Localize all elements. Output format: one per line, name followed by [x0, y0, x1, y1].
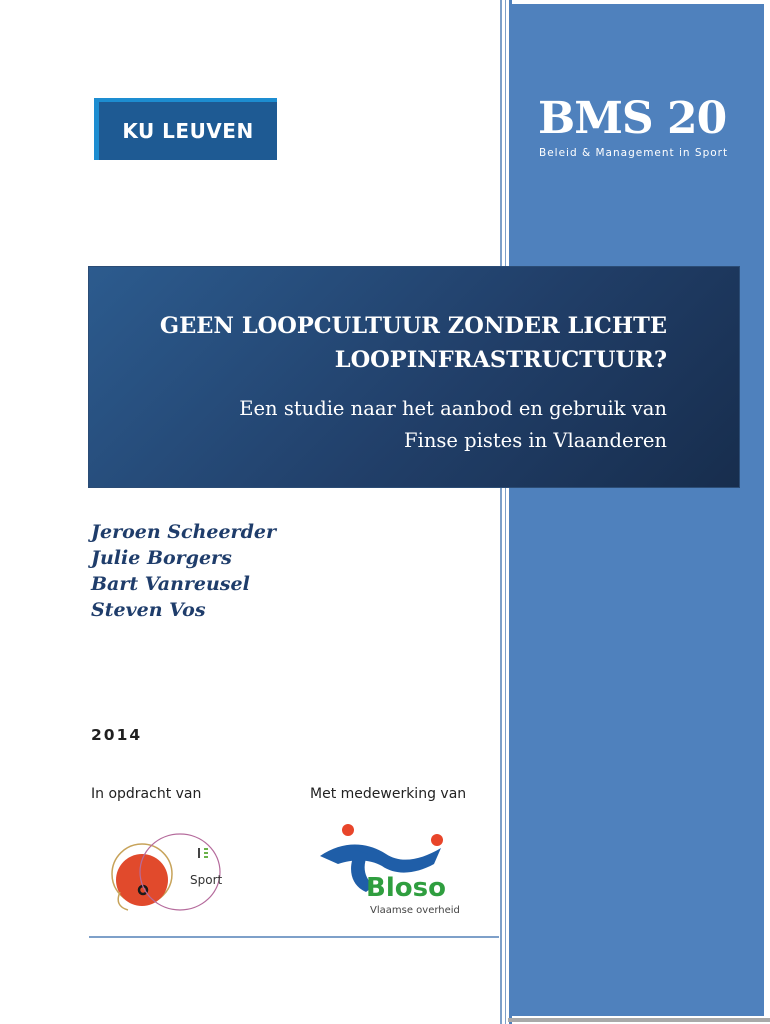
sport-logo-text: Sport [190, 873, 223, 887]
title-box [89, 267, 739, 487]
author-list [91, 519, 276, 623]
ku-leuven-logo [94, 98, 277, 160]
cooperation-label: Met medewerking van [310, 786, 467, 802]
series-title: BMS 20 [538, 93, 727, 144]
series-subtitle: Beleid & Management in Sport [539, 147, 729, 159]
author-name: Julie Borgers [91, 547, 232, 569]
author-name: Steven Vos [91, 599, 206, 621]
bloso-tagline: Vlaamse overheid [370, 905, 460, 916]
author-name: Jeroen Scheerder [91, 521, 276, 543]
author-name: Bart Vanreusel [91, 573, 250, 595]
footer-divider [89, 936, 499, 938]
commissioned-by-label: In opdracht van [91, 786, 202, 802]
report-subtitle [107, 393, 667, 457]
report-title [107, 309, 667, 377]
column-bottom-shadow [508, 1018, 770, 1022]
decorative-vertical-lines [500, 0, 512, 1024]
publication-year: 2014 [91, 726, 143, 744]
report-title-line-1: GEEN LOOPCULTUUR ZONDER LICHTE [159, 313, 667, 339]
report-subtitle-line-2: Finse pistes in Vlaanderen [404, 429, 667, 452]
bloso-logo [316, 820, 470, 918]
sport-vlaanderen-logo [106, 832, 236, 914]
ku-leuven-logo-text: KU LEUVEN [122, 119, 254, 143]
report-subtitle-line-1: Een studie naar het aanbod en gebruik van [239, 397, 667, 420]
report-title-line-2: LOOPINFRASTRUCTUUR? [334, 347, 667, 373]
bloso-logo-text: Bloso [366, 873, 446, 903]
